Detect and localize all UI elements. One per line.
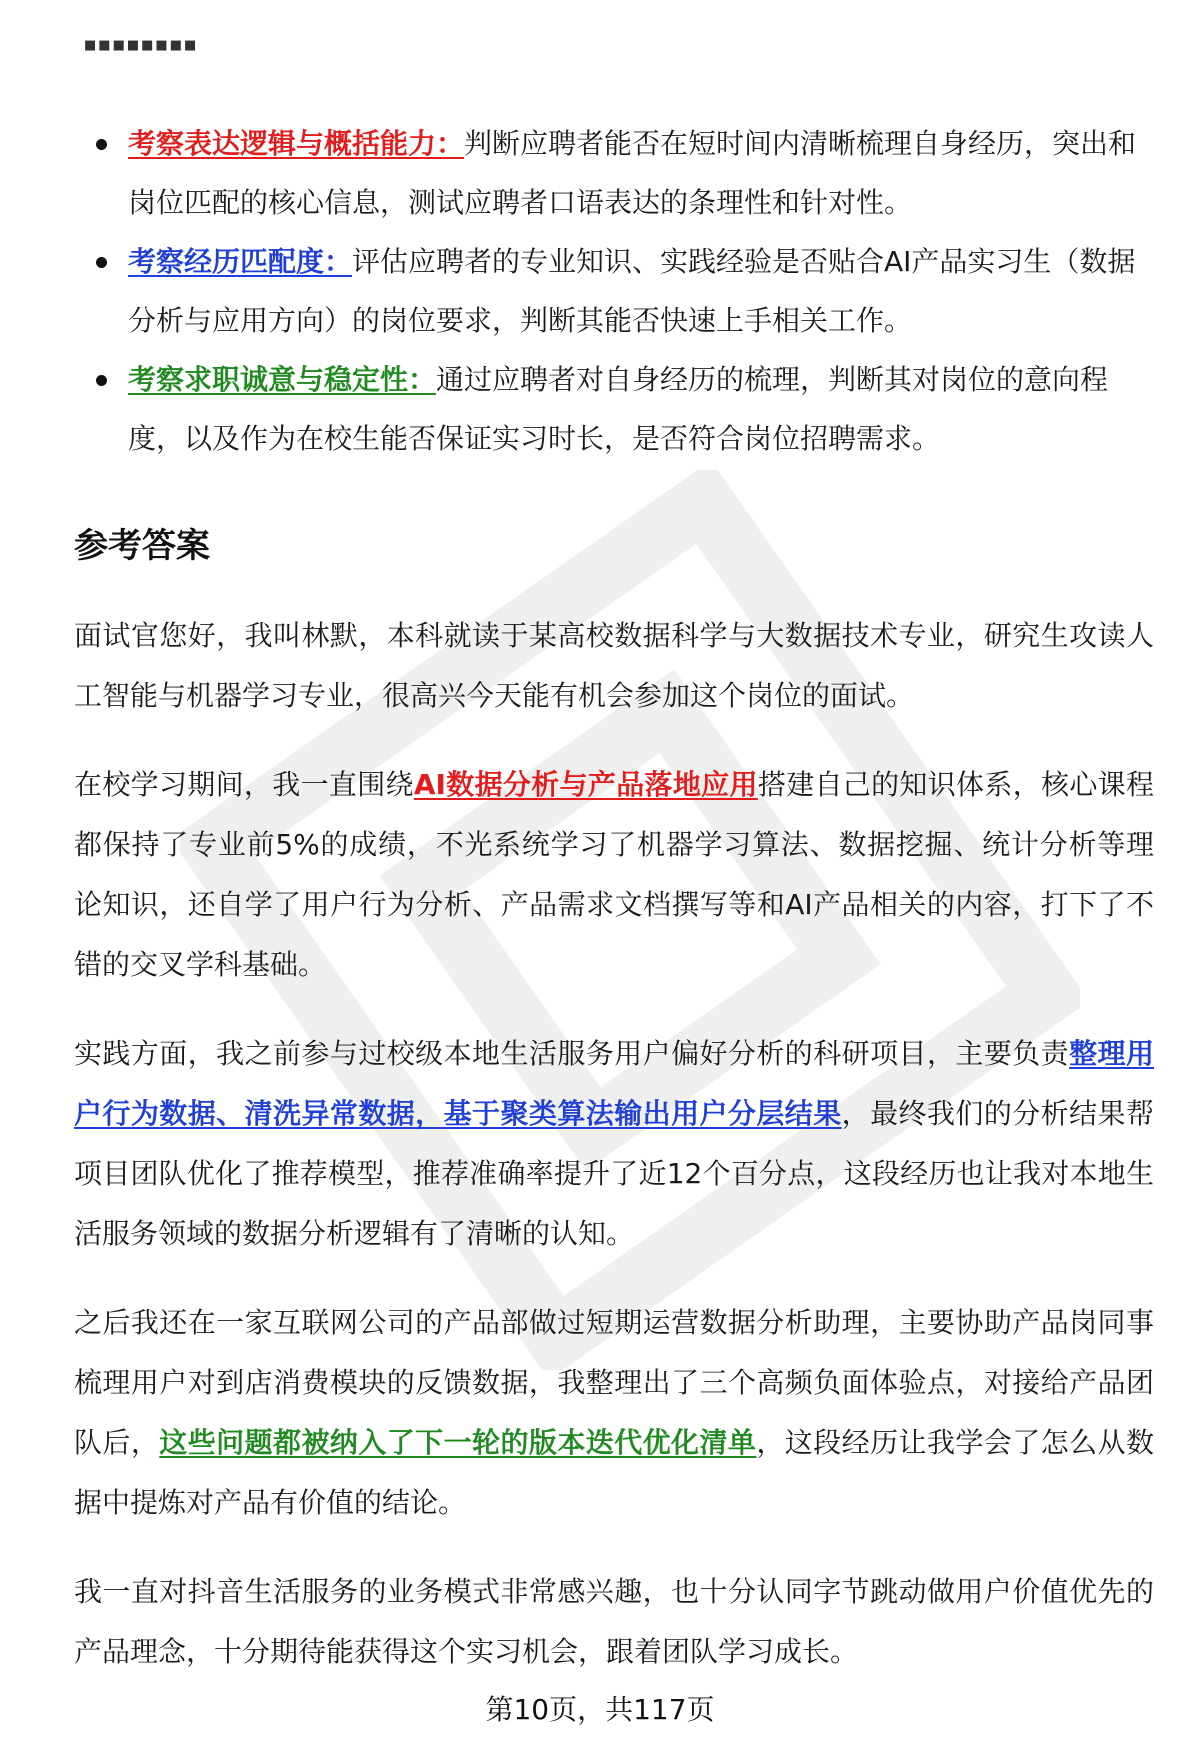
paragraph-text: 实践方面，我之前参与过校级本地生活服务用户偏好分析的科研项目，主要负责 (74, 1037, 1070, 1070)
paragraph-study (74, 755, 1154, 995)
highlight-green: 这些问题都被纳入了下一轮的版本迭代优化清单 (159, 1426, 757, 1459)
paragraph-text: 在校学习期间，我一直围绕 (74, 768, 414, 801)
criteria-item-expression (74, 114, 1144, 232)
bullet-dot-icon (96, 139, 107, 150)
paragraph-practice (74, 1024, 1154, 1264)
answer-heading: 参考答案 (74, 526, 210, 566)
paragraph-intro: 面试官您好，我叫林默，本科就读于某高校数据科学与大数据技术专业，研究生攻读人工智能与机器学习专业，很高兴今天能有机会参加这个岗位的面试。 (74, 619, 1154, 712)
paragraph-text: ，这段经历让我学会了怎么从数据中提炼对产品有价值的结论。 (74, 1426, 1154, 1519)
bullet-dot-icon (96, 257, 107, 268)
criteria-list (74, 114, 1144, 468)
highlight-red: AI数据分析与产品落地应用 (413, 768, 758, 801)
highlight-blue: 整理用户行为数据、清洗异常数据，基于聚类算法输出用户分层结果 (74, 1037, 1154, 1130)
criteria-text: 判断应聘者能否在短时间内清晰梳理自身经历，突出和岗位匹配的核心信息，测试应聘者口语表达的条理性和针对性。 (128, 127, 1137, 219)
paragraph-text: 搭建自己的知识体系，核心课程都保持了专业前5%的成绩，不光系统学习了机器学习算法、数据挖掘、统计分析等理论知识，还自学了用户行为分析、产品需求文档撰写等和AI产品相关的内容，打下了不错的交叉学科基础。 (74, 768, 1154, 981)
paragraph-text: ，最终我们的分析结果帮项目团队优化了推荐模型，推荐准确率提升了近12个百分点，这段经历也让我对本地生活服务领域的数据分析逻辑有了清晰的认知。 (74, 1097, 1154, 1250)
paragraph-internship (74, 1293, 1154, 1533)
criteria-label: 考察经历匹配度： (128, 245, 353, 278)
page-number: 第10页，共117页 (485, 1693, 715, 1726)
criteria-text: 评估应聘者的专业知识、实践经验是否贴合AI产品实习生（数据分析与应用方向）的岗位要求，判断其能否快速上手相关工作。 (128, 245, 1136, 337)
criteria-label: 考察表达逻辑与概括能力： (128, 127, 465, 160)
criteria-item-sincerity (74, 350, 1144, 468)
answer-body (74, 606, 1154, 1711)
paragraph-text: 之后我还在一家互联网公司的产品部做过短期运营数据分析助理，主要协助产品岗同事梳理用户对到店消费模块的反馈数据，我整理出了三个高频负面体验点，对接给产品团队后， (74, 1306, 1154, 1459)
criteria-text: 通过应聘者对自身经历的梳理，判断其对岗位的意向程度，以及作为在校生能否保证实习时长，是否符合岗位招聘需求。 (128, 363, 1109, 455)
paragraph-closing: 我一直对抖音生活服务的业务模式非常感兴趣，也十分认同字节跳动做用户价值优先的产品理念，十分期待能获得这个实习机会，跟着团队学习成长。 (74, 1575, 1154, 1668)
criteria-item-experience (74, 232, 1144, 350)
criteria-label: 考察求职诚意与稳定性： (128, 363, 437, 396)
bullet-dot-icon (96, 375, 107, 386)
cropped-top-text: ■■■■■■■■ (84, 38, 199, 52)
